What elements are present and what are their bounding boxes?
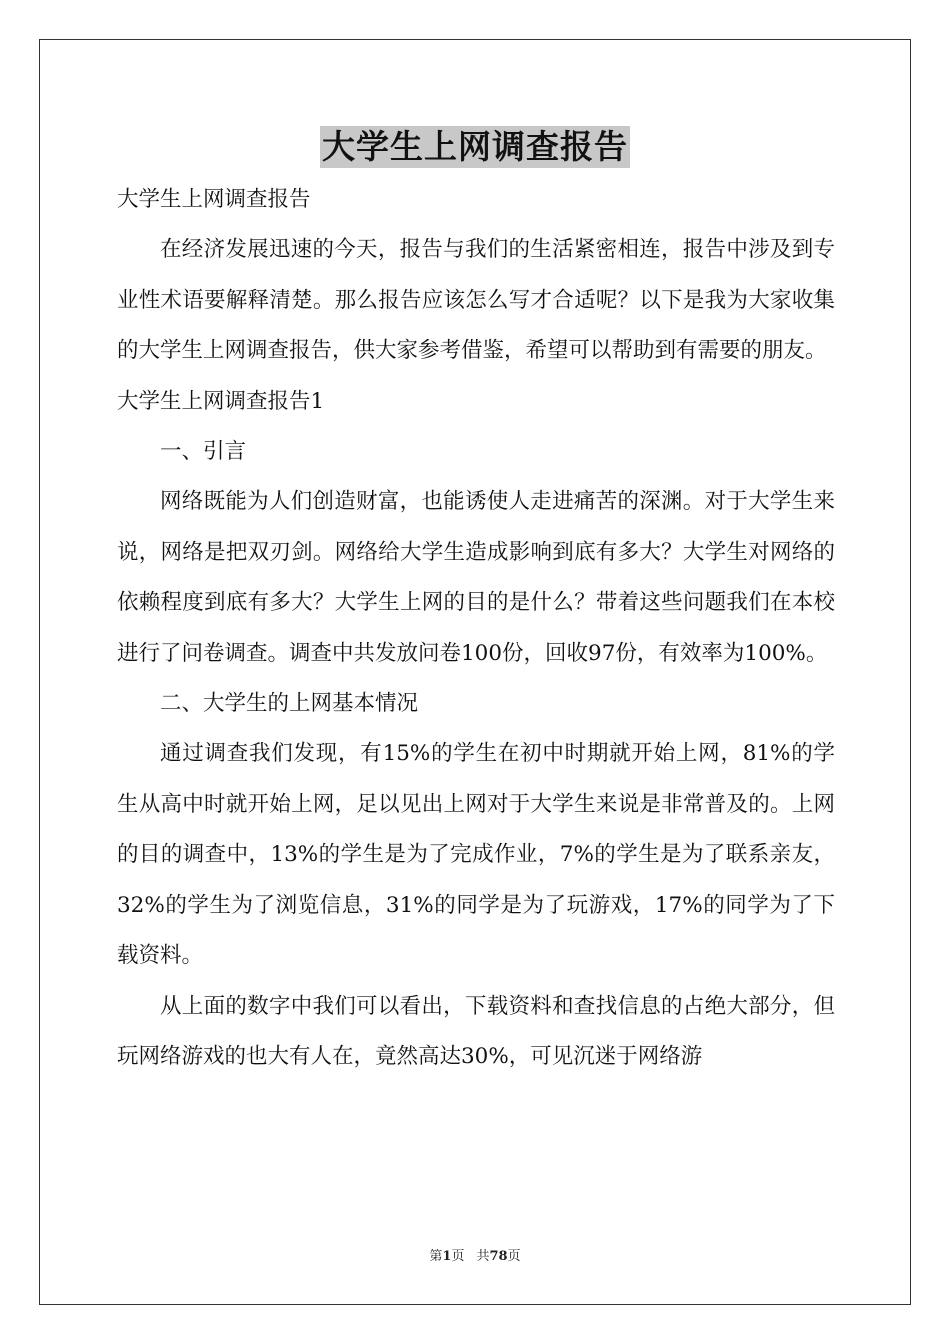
section-heading: 大学生上网调查报告1 (117, 388, 325, 414)
total-prefix: 共 (476, 1249, 490, 1264)
body-paragraph: 网络既能为人们创造财富，也能诱使人走进痛苦的深渊。对于大学生来说，网络是把双刃剑。网络给大学生造成影响到底有多大？大学生对网络的依赖程度到底有多大？大学生上网的目的是什么？带着这些问题我们在本校进行了问卷调查。调查中共发放问卷100份，回收97份，有效率为100%。 (117, 489, 835, 666)
subtitle-paragraph: 大学生上网调查报告 (117, 187, 311, 212)
page-number: 1 (442, 1249, 452, 1264)
total-suffix: 页 (507, 1249, 521, 1264)
document-body (117, 175, 835, 1082)
title-container (0, 126, 950, 168)
page-prefix: 第 (429, 1249, 443, 1264)
subsection-heading-introduction: 一、引言 (160, 439, 247, 465)
subsection-heading-basic-situation: 二、大学生的上网基本情况 (160, 691, 419, 717)
body-paragraph: 从上面的数字中我们可以看出，下载资料和查找信息的占绝大部分，但玩网络游戏的也大有人在，竟然高达30%，可见沉迷于网络游 (117, 993, 835, 1069)
total-pages: 78 (489, 1249, 508, 1264)
body-paragraph: 通过调查我们发现，有15%的学生在初中时期就开始上网，81%的学生从高中时就开始上网，足以见出上网对于大学生来说是非常普及的。上网的目的调查中，13%的学生是为了完成作业，7%的学生是为了联系亲友，32%的学生为了浏览信息，31%的同学是为了玩游戏，17%的同学为了下载资料。 (117, 741, 835, 969)
page-suffix: 页 (451, 1249, 465, 1264)
intro-paragraph: 在经济发展迅速的今天，报告与我们的生活紧密相连，报告中涉及到专业性术语要解释清楚。那么报告应该怎么写才合适呢？以下是我为大家收集的大学生上网调查报告，供大家参考借鉴，希望可以帮助到有需要的朋友。 (117, 237, 835, 364)
page-footer (0, 1245, 950, 1264)
document-title: 大学生上网调查报告 (322, 127, 628, 166)
